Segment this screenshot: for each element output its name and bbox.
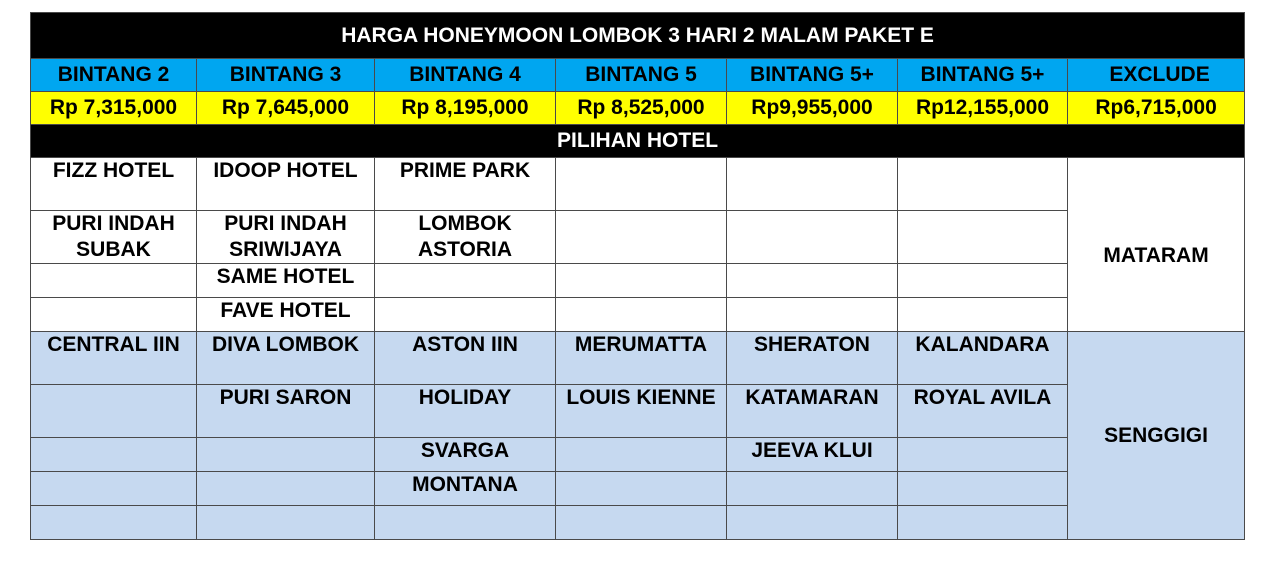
hotel-cell: SVARGA [375, 438, 556, 472]
hotel-cell [898, 211, 1068, 264]
hotel-cell [727, 158, 898, 211]
price-bintang-2: Rp 7,315,000 [31, 92, 197, 125]
price-bintang-3: Rp 7,645,000 [197, 92, 375, 125]
hotel-cell [898, 298, 1068, 332]
hotel-cell [31, 298, 197, 332]
hotel-cell [727, 506, 898, 540]
hotel-cell: KATAMARAN [727, 385, 898, 438]
honeymoon-price-table [30, 12, 1245, 540]
price-bintang-4: Rp 8,195,000 [375, 92, 556, 125]
hotel-cell [556, 211, 727, 264]
hotel-cell: SAME HOTEL [197, 264, 375, 298]
hotel-cell [727, 472, 898, 506]
hotel-cell [898, 506, 1068, 540]
hotel-cell: KALANDARA [898, 332, 1068, 385]
hotel-cell [375, 298, 556, 332]
category-bintang-5-plus-b: BINTANG 5+ [898, 59, 1068, 92]
hotel-cell [31, 506, 197, 540]
hotel-cell [375, 506, 556, 540]
hotel-cell: JEEVA KLUI [727, 438, 898, 472]
hotel-cell [727, 298, 898, 332]
hotel-cell: IDOOP HOTEL [197, 158, 375, 211]
hotel-section-title: PILIHAN HOTEL [31, 125, 1245, 158]
hotel-cell: HOLIDAY [375, 385, 556, 438]
hotel-cell: LOUIS KIENNE [556, 385, 727, 438]
hotel-cell: PRIME PARK [375, 158, 556, 211]
hotel-cell [727, 211, 898, 264]
hotel-cell: ROYAL AVILA [898, 385, 1068, 438]
hotel-cell [727, 264, 898, 298]
price-exclude: Rp6,715,000 [1068, 92, 1245, 125]
hotel-cell: PURI INDAH SUBAK [31, 211, 197, 264]
hotel-cell [556, 264, 727, 298]
hotel-cell: PURI INDAH SRIWIJAYA [197, 211, 375, 264]
hotel-cell [31, 438, 197, 472]
hotel-cell [197, 506, 375, 540]
hotel-cell [898, 472, 1068, 506]
category-exclude: EXCLUDE [1068, 59, 1245, 92]
category-bintang-5-plus-a: BINTANG 5+ [727, 59, 898, 92]
hotel-cell: LOMBOK ASTORIA [375, 211, 556, 264]
hotel-cell [31, 472, 197, 506]
hotel-cell [556, 438, 727, 472]
hotel-cell [31, 264, 197, 298]
hotel-cell [898, 438, 1068, 472]
hotel-cell: PURI SARON [197, 385, 375, 438]
hotel-cell [31, 385, 197, 438]
category-bintang-3: BINTANG 3 [197, 59, 375, 92]
hotel-cell [556, 506, 727, 540]
price-bintang-5-plus-b: Rp12,155,000 [898, 92, 1068, 125]
hotel-cell: CENTRAL IIN [31, 332, 197, 385]
hotel-cell: FAVE HOTEL [197, 298, 375, 332]
category-bintang-4: BINTANG 4 [375, 59, 556, 92]
hotel-cell: ASTON IIN [375, 332, 556, 385]
category-bintang-2: BINTANG 2 [31, 59, 197, 92]
area-mataram: MATARAM [1068, 158, 1245, 332]
category-bintang-5: BINTANG 5 [556, 59, 727, 92]
table-title: HARGA HONEYMOON LOMBOK 3 HARI 2 MALAM PAKET E [31, 13, 1245, 59]
hotel-cell [898, 264, 1068, 298]
area-senggigi: SENGGIGI [1068, 332, 1245, 540]
hotel-cell [898, 158, 1068, 211]
hotel-cell: SHERATON [727, 332, 898, 385]
price-bintang-5-plus-a: Rp9,955,000 [727, 92, 898, 125]
hotel-cell: DIVA LOMBOK [197, 332, 375, 385]
hotel-cell [197, 438, 375, 472]
hotel-cell [556, 472, 727, 506]
hotel-cell: MERUMATTA [556, 332, 727, 385]
price-bintang-5: Rp 8,525,000 [556, 92, 727, 125]
hotel-cell [375, 264, 556, 298]
hotel-cell: MONTANA [375, 472, 556, 506]
hotel-cell [197, 472, 375, 506]
hotel-cell: FIZZ HOTEL [31, 158, 197, 211]
hotel-cell [556, 158, 727, 211]
hotel-cell [556, 298, 727, 332]
